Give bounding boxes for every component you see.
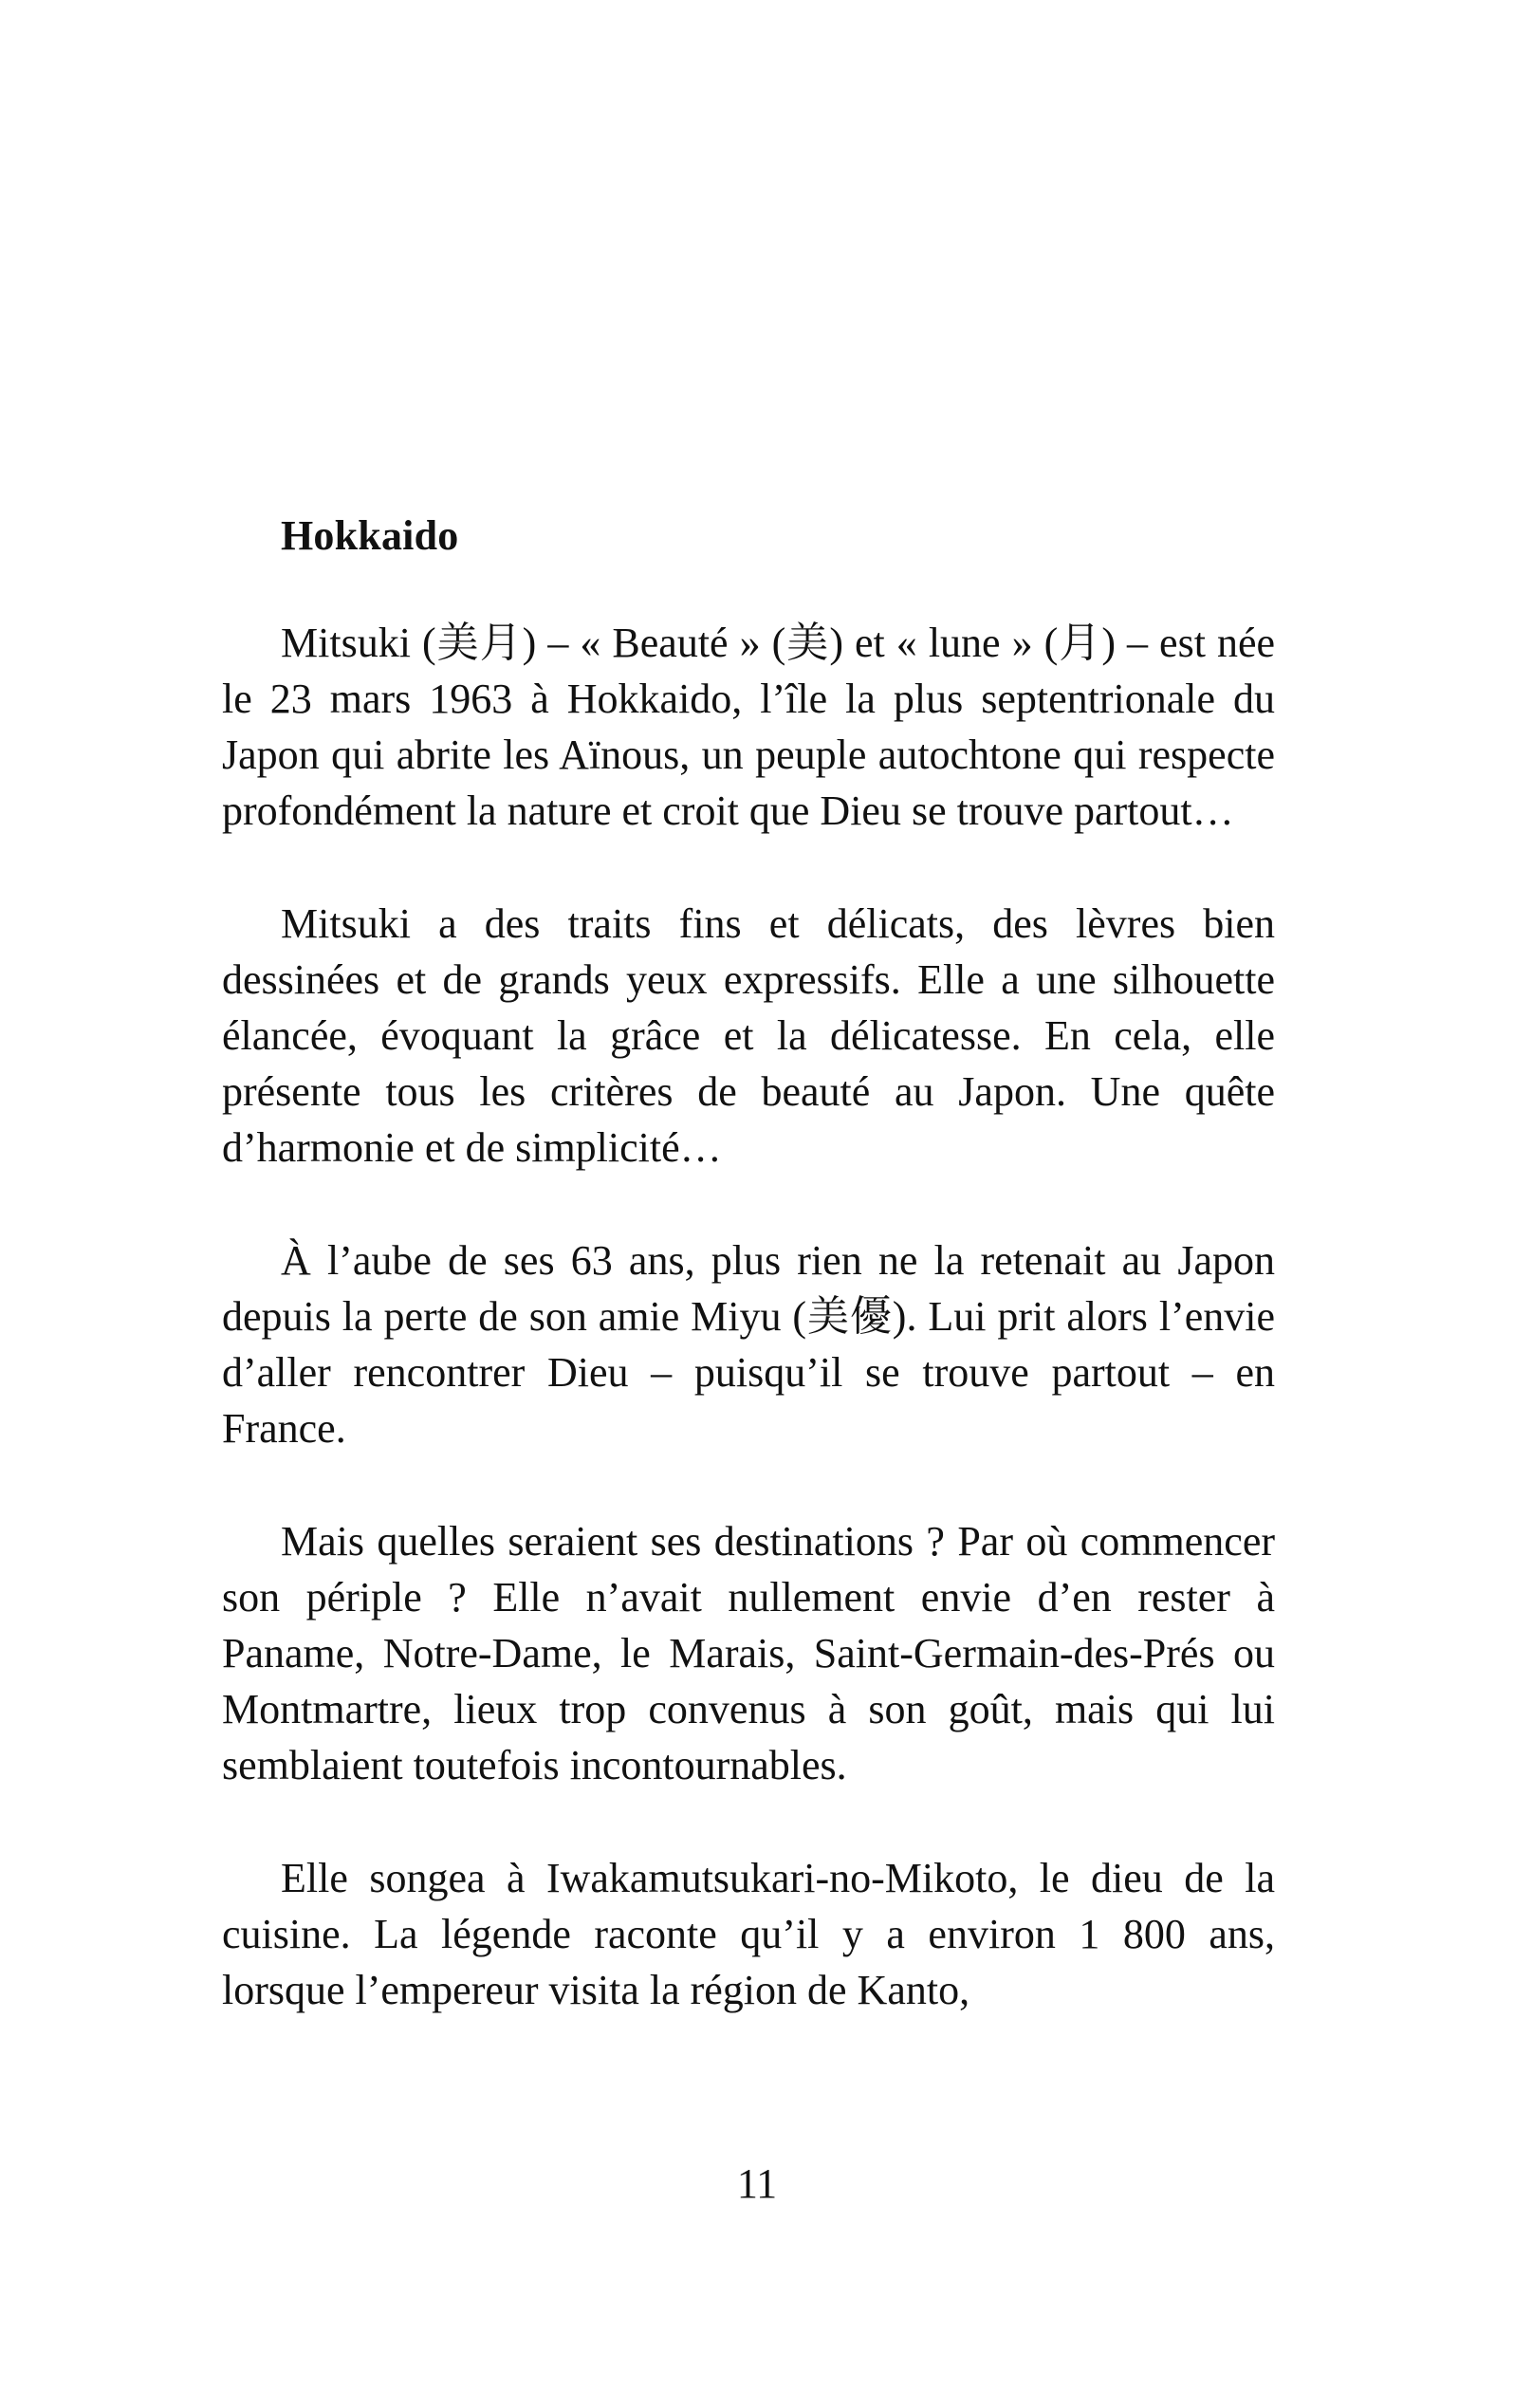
paragraph: À l’aube de ses 63 ans, plus rien ne la retenait au Japon depuis la perte de son amie Miyu (美優). Lui prit alors l’envie d’aller rencontrer Dieu – puisqu’il se trouve partout – en France.: [222, 1237, 1275, 1452]
page-number: 11: [736, 2160, 778, 2207]
body-text: [222, 615, 1275, 2018]
paragraph: Elle songea à Iwakamutsukari-no-Mikoto, le dieu de la cuisine. La légende raconte qu’il y a environ 1 800 ans, lorsque l’empereur visita la région de Kanto,: [222, 1855, 1275, 2013]
chapter-title: Hokkaido: [281, 512, 459, 559]
paragraph: Mais quelles seraient ses destinations ? Par où commencer son périple ? Elle n’avait nullement envie d’en rester à Paname, Notre-Dame, le Marais, Saint-Germain-des-Prés ou Montmartre, lieux trop convenus à son goût, mais qui lui semblaient toutefois incontournables.: [222, 1518, 1275, 1788]
paragraph: Mitsuki (美月) – « Beauté » (美) et « lune » (月) – est née le 23 mars 1963 à Hokkaido, l’île la plus septentrionale du Japon qui abrite les Aïnous, un peuple autochtone qui respecte profondément la nature et croit que Dieu se trouve partout…: [222, 620, 1275, 834]
paragraph: Mitsuki a des traits fins et délicats, des lèvres bien dessinées et de grands yeux expressifs. Elle a une silhouette élancée, évoquant la grâce et la délicatesse. En cela, elle présente tous les critères de beauté au Japon. Une quête d’harmonie et de simplicité…: [222, 900, 1275, 1171]
